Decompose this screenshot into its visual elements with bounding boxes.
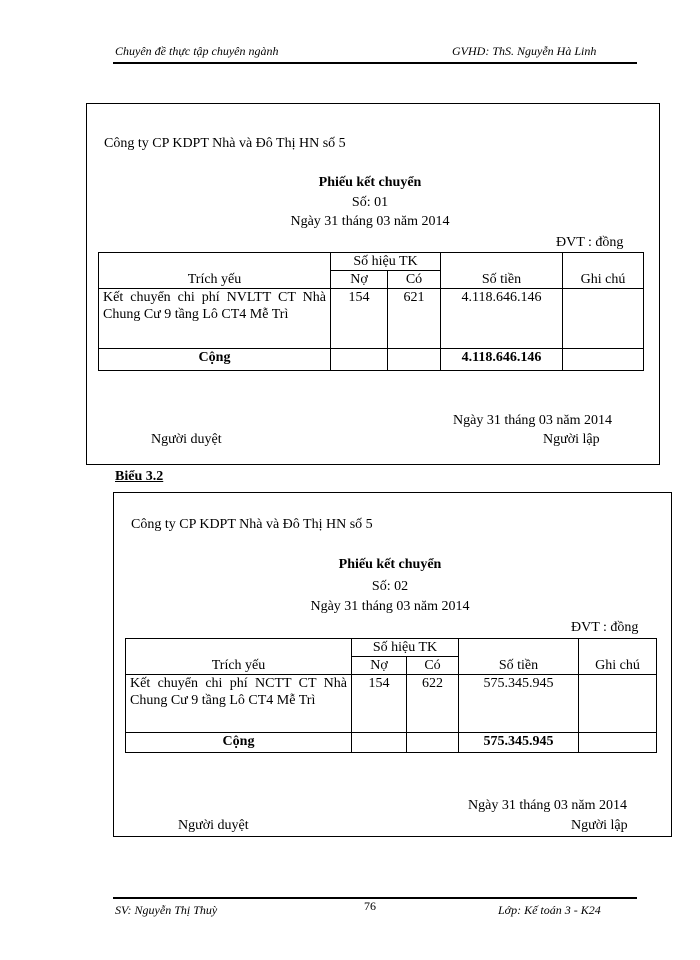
voucher-2-company: Công ty CP KDPT Nhà và Đô Thị HN số 5 — [131, 517, 373, 532]
col-header-credit: Có — [407, 657, 459, 675]
row-amount: 4.118.646.146 — [441, 289, 563, 349]
total-note — [563, 349, 644, 371]
voucher-2-number: Số: 02 — [371, 579, 409, 594]
total-label: Cộng — [99, 349, 331, 371]
voucher-2-unit: ĐVT : đồng — [571, 620, 639, 635]
col-header-credit: Có — [388, 271, 441, 289]
voucher-1-approver: Người duyệt — [151, 432, 222, 447]
header-right: GVHD: ThS. Nguyễn Hà Linh — [452, 44, 597, 58]
footer-student: SV: Nguyễn Thị Thuỳ — [115, 903, 218, 917]
total-amount: 4.118.646.146 — [441, 349, 563, 371]
voucher-2-date: Ngày 31 tháng 03 năm 2014 — [310, 599, 470, 614]
col-header-desc: Trích yếu — [126, 639, 352, 675]
header-rule — [113, 62, 637, 64]
col-header-account: Số hiệu TK — [352, 639, 459, 657]
footer-page-number: 76 — [364, 899, 376, 913]
col-header-note: Ghi chú — [563, 253, 644, 289]
col-header-debit: Nợ — [331, 271, 388, 289]
voucher-2-sign-date: Ngày 31 tháng 03 năm 2014 — [468, 798, 628, 813]
col-header-note: Ghi chú — [579, 639, 657, 675]
row-note — [563, 289, 644, 349]
footer-class: Lớp: Kế toán 3 - K24 — [498, 903, 601, 917]
row-description: Kết chuyển chi phí NCTT CT Nhà Chung Cư 9 tầng Lô CT4 Mễ Trì — [126, 675, 352, 733]
voucher-1-date: Ngày 31 tháng 03 năm 2014 — [290, 214, 450, 229]
row-debit: 154 — [352, 675, 407, 733]
row-credit: 622 — [407, 675, 459, 733]
voucher-1-preparer: Người lập — [543, 432, 600, 447]
total-note — [579, 733, 657, 753]
row-note — [579, 675, 657, 733]
total-credit — [407, 733, 459, 753]
col-header-amount: Số tiền — [441, 253, 563, 289]
total-amount: 575.345.945 — [459, 733, 579, 753]
row-description: Kết chuyển chi phí NVLTT CT Nhà Chung Cư 9 tầng Lô CT4 Mễ Trì — [99, 289, 331, 349]
voucher-1-number: Số: 01 — [351, 195, 389, 210]
voucher-1-unit: ĐVT : đồng — [556, 235, 624, 250]
voucher-2-title: Phiếu kết chuyển — [338, 557, 442, 572]
figure-caption: Biểu 3.2 — [115, 469, 164, 484]
col-header-desc: Trích yếu — [99, 253, 331, 289]
header-left: Chuyên đề thực tập chuyên ngành — [115, 44, 279, 58]
voucher-1-table — [98, 252, 644, 371]
total-debit — [352, 733, 407, 753]
col-header-account: Số hiệu TK — [331, 253, 441, 271]
total-credit — [388, 349, 441, 371]
row-credit: 621 — [388, 289, 441, 349]
voucher-1-sign-date: Ngày 31 tháng 03 năm 2014 — [453, 413, 613, 428]
voucher-1-title: Phiếu kết chuyển — [318, 175, 422, 190]
voucher-2-approver: Người duyệt — [178, 818, 249, 833]
total-label: Cộng — [126, 733, 352, 753]
col-header-debit: Nợ — [352, 657, 407, 675]
col-header-amount: Số tiền — [459, 639, 579, 675]
voucher-1-company: Công ty CP KDPT Nhà và Đô Thị HN số 5 — [104, 136, 346, 151]
row-amount: 575.345.945 — [459, 675, 579, 733]
total-debit — [331, 349, 388, 371]
voucher-2-preparer: Người lập — [571, 818, 628, 833]
row-debit: 154 — [331, 289, 388, 349]
voucher-2-table — [125, 638, 657, 753]
